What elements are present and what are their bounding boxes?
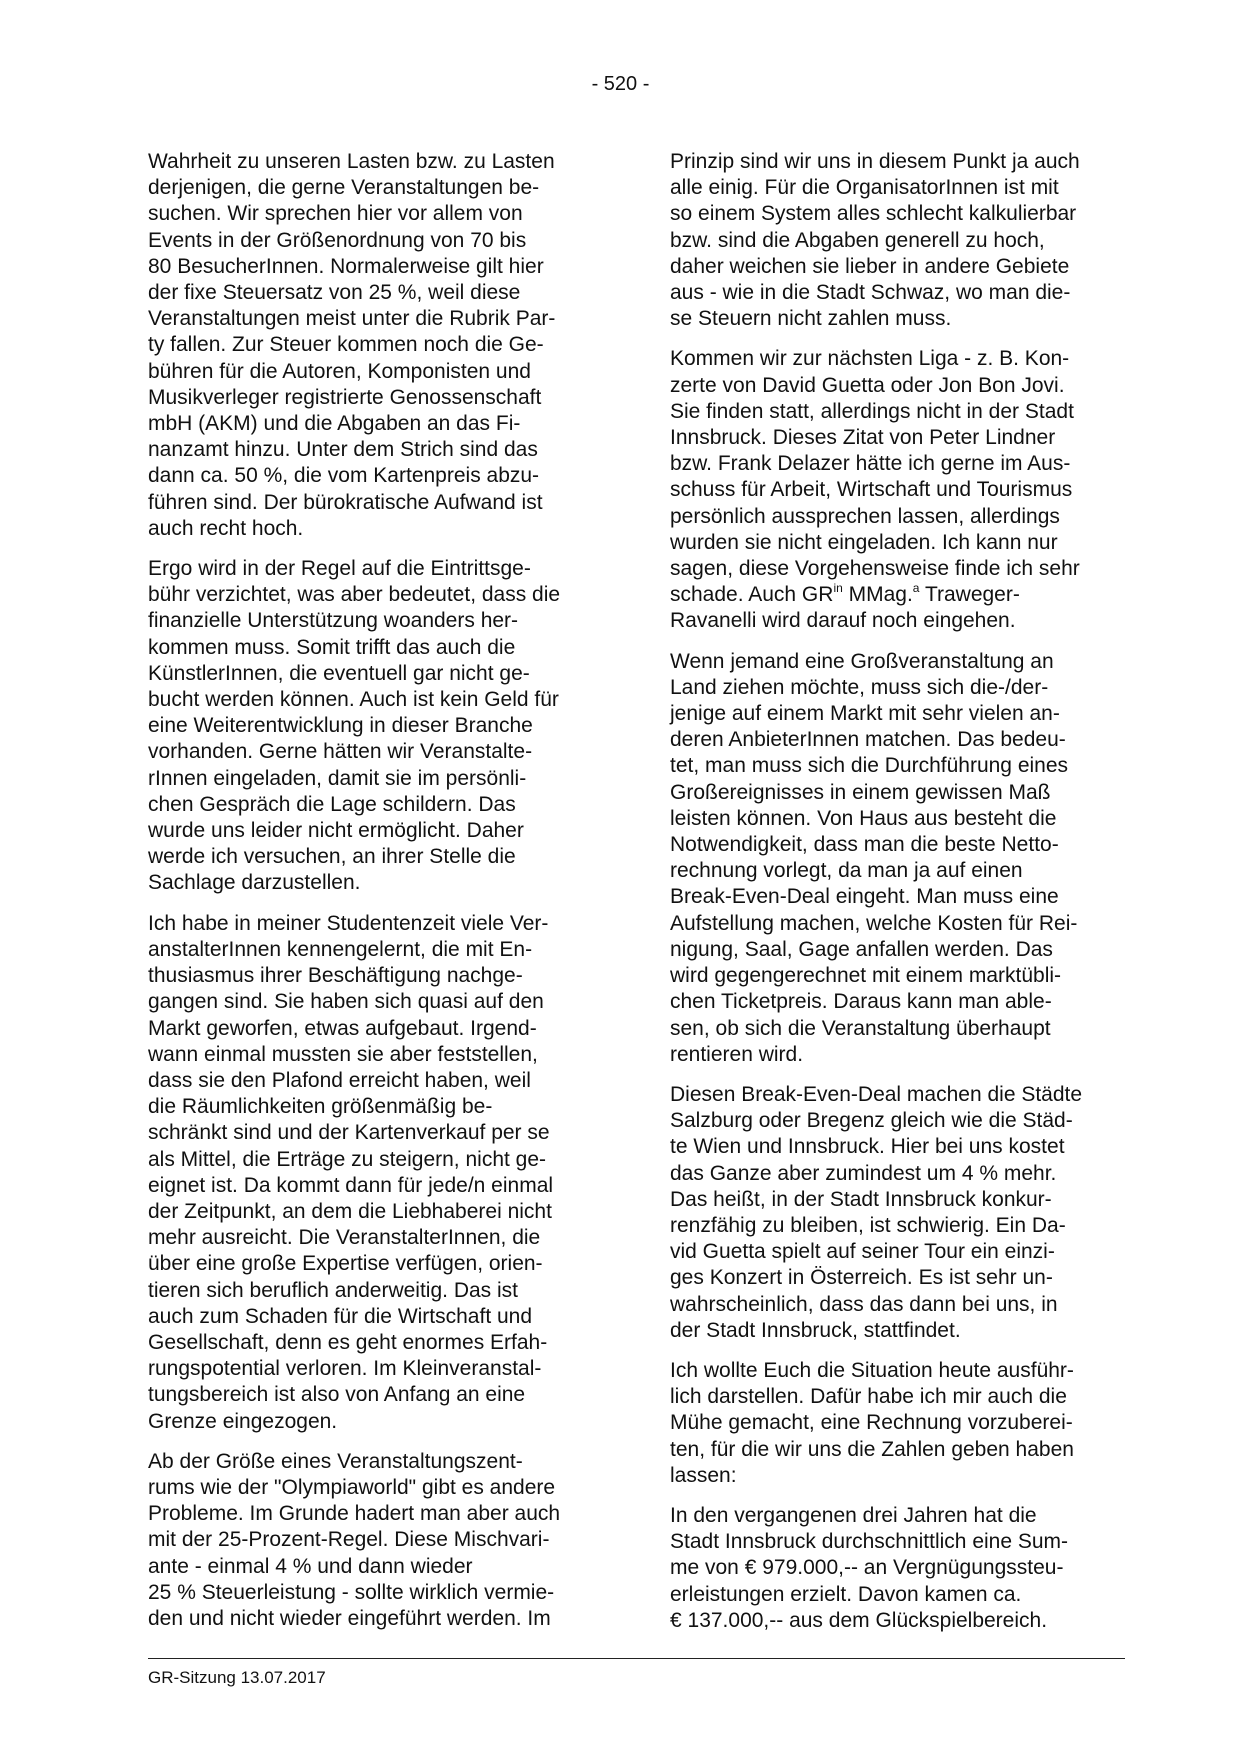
paragraph: In den vergangenen drei Jahren hat die Stadt Innsbruck durchschnittlich eine Sum- me von € 979.000,-- an Vergnügungssteu- erleistungen erzielt. Davon kamen ca. € 137.000,-- aus dem Glückspielbereich. <box>670 1503 1069 1632</box>
superscript: a <box>912 581 920 596</box>
paragraph-text: Traweger- Ravanelli wird darauf noch eingehen. <box>670 583 1020 633</box>
footer-divider <box>148 1658 1125 1659</box>
paragraph: Prinzip sind wir uns in diesem Punkt ja auch alle einig. Für die OrganisatorInnen ist mit so einem System alles schlecht kalkulierbar bzw. sind die Abgaben generell zu hoch, daher weichen sie lieber in andere Gebiete aus - wie in die Stadt Schwaz, wo man die- se Steuern nicht zahlen muss. <box>670 150 1080 331</box>
paragraph: Ich habe in meiner Studentenzeit viele Ver- anstalterInnen kennengelernt, die mit En- thusiasmus ihrer Beschäftigung nachge- gangen sind. Sie haben sich quasi auf den Markt geworfen, etwas aufgebaut. Irgend- wann einmal mussten sie aber feststellen, dass sie den Plafond erreicht haben, weil die Räumlichkeiten größenmäßig be- schränkt sind und der Kartenverkauf per se als Mittel, die Erträge zu steigern, nicht ge- eignet ist. Da kommt dann für jede/n einmal der Zeitpunkt, an dem die Liebhaberei nicht mehr ausreicht. Die VeranstalterInnen, die über eine große Expertise verfügen, orien- tieren sich beruflich anderweitig. Das ist auch zum Schaden für die Wirtschaft und Gesellschaft, denn es geht enormes Erfah- rungspotential verloren. Im Kleinveranstal- tungsbereich ist also von Anfang an eine Grenze eingezogen. <box>148 911 554 1433</box>
left-column <box>148 149 603 1646</box>
paragraph-text: MMag. <box>842 583 913 607</box>
paragraph: Ab der Größe eines Veranstaltungszent- rums wie der "Olympiaworld" gibt es andere Probleme. Im Grunde hadert man aber auch mit der 25-Prozent-Regel. Diese Mischvari- ante - einmal 4 % und dann wieder 25 % Steuerleistung - sollte wirklich vermie- den und nicht wieder eingeführt werden. Im <box>148 1449 561 1630</box>
page-number: - 520 - <box>591 73 650 95</box>
paragraph: Ich wollte Euch die Situation heute ausführ- lich darstellen. Dafür habe ich mir auch die Mühe gemacht, eine Rechnung vorzuberei- ten, für die wir uns die Zahlen geben haben lassen: <box>670 1358 1074 1487</box>
paragraph: Wenn jemand eine Großveranstaltung an Land ziehen möchte, muss sich die-/der- jenige auf einem Markt mit sehr vielen an- deren AnbieterInnen matchen. Das bedeu- tet, man muss sich die Durchführung eines Großereignisses in einem gewissen Maß leisten können. Von Haus aus besteht die Notwendigkeit, dass man die beste Netto- rechnung vorlegt, da man ja auf einen Break-Even-Deal eingeht. Man muss eine Aufstellung machen, welche Kosten für Rei- nigung, Saal, Gage anfallen werden. Das wird gegengerechnet mit einem marktübli- chen Ticketpreis. Daraus kann man able- sen, ob sich die Veranstaltung überhaupt rentieren wird. <box>670 649 1078 1066</box>
superscript: in <box>833 581 843 596</box>
right-column <box>670 149 1125 1648</box>
paragraph: Diesen Break-Even-Deal machen die Städte Salzburg oder Bregenz gleich wie die Städ- te Wien und Innsbruck. Hier bei uns kostet das Ganze aber zumindest um 4 % mehr. Das heißt, in der Stadt Innsbruck konkur- renzfähig zu bleiben, ist schwierig. Ein Da- vid Guetta spielt auf seiner Tour ein einzi- ges Konzert in Österreich. Es ist sehr un- wahrscheinlich, dass das dann bei uns, in der Stadt Innsbruck, stattfindet. <box>670 1082 1083 1342</box>
footer-session-date: GR-Sitzung 13.07.2017 <box>148 1668 326 1687</box>
paragraph-with-titles <box>670 346 1125 634</box>
paragraph: Wahrheit zu unseren Lasten bzw. zu Lasten derjenigen, die gerne Veranstaltungen be- suchen. Wir sprechen hier vor allem von Events in der Größenordnung von 70 bis 80 BesucherInnen. Normalerweise gilt hier der fixe Steuersatz von 25 %, weil diese Veranstaltungen meist unter die Rubrik Par- ty fallen. Zur Steuer kommen noch die Ge- bühren für die Autoren, Komponisten und Musikverleger registrierte Genossenschaft mbH (AKM) und die Abgaben an das Fi- nanzamt hinzu. Unter dem Strich sind das dann ca. 50 %, die vom Kartenpreis abzu- führen sind. Der bürokratische Aufwand ist auch recht hoch. <box>148 150 556 540</box>
paragraph-text: Kommen wir zur nächsten Liga - z. B. Kon- zerte von David Guetta oder Jon Bon Jovi. Sie finden statt, allerdings nicht in der Stadt Innsbruck. Dieses Zitat von Peter Lindner bzw. Frank Delazer hätte ich gerne im Aus- schuss für Arbeit, Wirtschaft und Tourismus persönlich aussprechen lassen, allerdings wurden sie nicht eingeladen. Ich kann nur sagen, diese Vorgehensweise finde ich sehr schade. Auch GR <box>670 347 1080 607</box>
paragraph: Ergo wird in der Regel auf die Eintrittsge- bühr verzichtet, was aber bedeutet, dass die finanzielle Unterstützung woanders her- kommen muss. Somit trifft das auch die KünstlerInnen, die eventuell gar nicht ge- bucht werden können. Auch ist kein Geld für eine Weiterentwicklung in dieser Branche vorhanden. Gerne hätten wir Veranstalte- rInnen eingeladen, damit sie im persönli- chen Gespräch die Lage schildern. Das wurde uns leider nicht ermöglicht. Daher werde ich versuchen, an ihrer Stelle die Sachlage darzustellen. <box>148 557 561 895</box>
